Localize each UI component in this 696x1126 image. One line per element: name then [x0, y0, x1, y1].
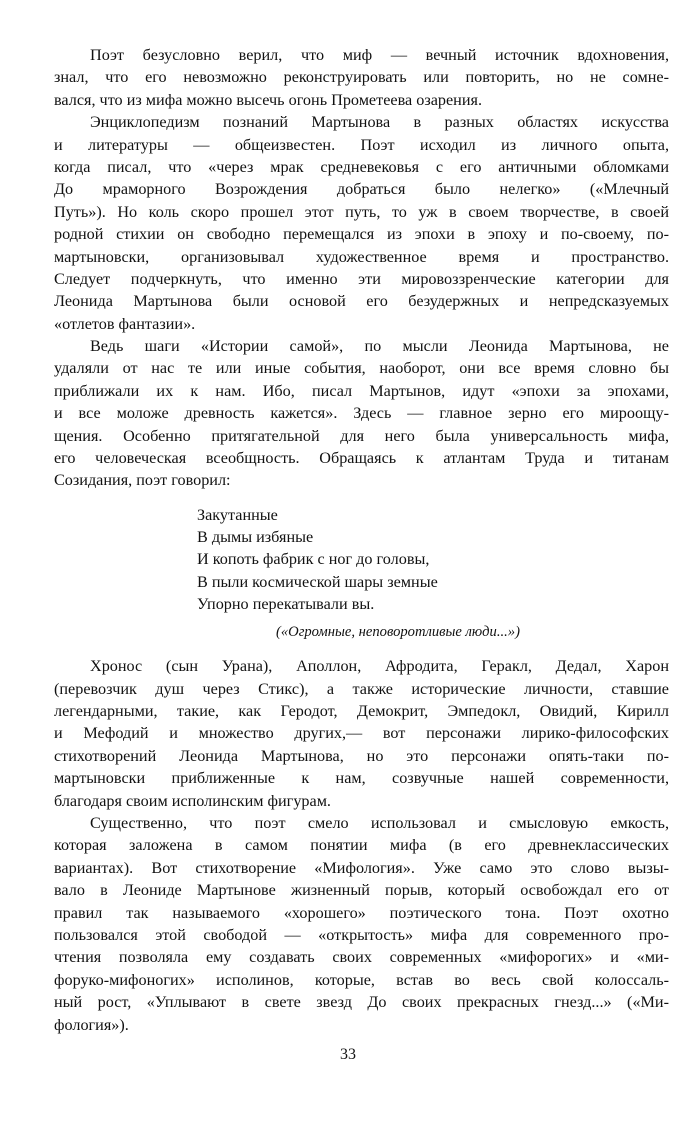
text-line: знал, что его невозможно реконструировать или повторить, но не сомне-	[54, 68, 669, 87]
text-line: До мраморного Возрождения добраться было нелегко» («Млечный	[54, 180, 669, 199]
text-line: его человеческая всеобщность. Обращаясь к атлантам Труда и титанам	[54, 449, 669, 468]
text-line: и литературы — общеизвестен. Поэт исходил из личного опыта,	[54, 135, 669, 154]
text-line: вало в Леониде Мартынове жизненный порыв, который освобождал его от	[54, 881, 669, 900]
text-line: когда писал, что «через мрак средневековья с его античными обломками	[54, 157, 669, 176]
page-number: 33	[340, 1046, 356, 1063]
page-body	[54, 44, 669, 1036]
verse-line: И копоть фабрик с ног до головы,	[197, 550, 430, 569]
text-line: которая заложена в самом понятии мифа (в его древнеклассических	[54, 836, 669, 855]
verse-line: В дымы избяные	[197, 528, 314, 547]
paragraph	[54, 655, 669, 812]
text-line: вался, что из мифа можно высечь огонь Прометеева озарения.	[54, 90, 482, 109]
text-line: Хронос (сын Урана), Аполлон, Афродита, Геракл, Дедал, Харон	[90, 657, 669, 676]
text-line: мартыновски, организовывал художественное время и пространство.	[54, 247, 669, 266]
paragraph	[54, 812, 669, 1036]
verse-quote	[197, 504, 669, 615]
text-line: Ведь шаги «Истории самой», по мысли Леонида Мартынова, не	[90, 337, 669, 356]
text-line: и Мефодий и множество других,— вот персонажи лирико-философских	[54, 724, 669, 743]
paragraph	[54, 335, 669, 492]
text-line: Существенно, что поэт смело использовал и смысловую емкость,	[90, 814, 669, 833]
verse-line: В пыли космической шары земные	[197, 572, 438, 591]
text-line: пользовался этой свободой — «открытость» мифа для современного про-	[54, 925, 669, 944]
verse-line: Закутанные	[197, 505, 278, 524]
text-line: «отлетов фантазии».	[54, 314, 196, 333]
text-line: и все моложе древность кажется». Здесь — главное зерно его мироощу-	[54, 404, 669, 423]
paragraph	[54, 44, 669, 111]
text-line: фология»).	[54, 1015, 129, 1034]
text-line: Созидания, поэт говорил:	[54, 471, 231, 490]
text-line: Леонида Мартынова были основой его безудержных и непредсказуемых	[54, 292, 669, 311]
text-line: родной стихии он свободно перемещался из эпохи в эпоху и по-своему, по-	[54, 225, 669, 244]
text-line: ный рост, «Уплывают в свете звезд До своих прекрасных гнезд...» («Ми-	[54, 993, 669, 1012]
text-line: (перевозчик душ через Стикс), а также исторические личности, ставшие	[54, 679, 669, 698]
text-line: Энциклопедизм познаний Мартынова в разных областях искусства	[90, 113, 669, 132]
text-line: удаляли от нас те или иные события, наоборот, они все время словно бы	[54, 359, 669, 378]
text-line: благодаря своим исполинским фигурам.	[54, 791, 331, 810]
text-line: легендарными, такие, как Геродот, Демокрит, Эмпедокл, Овидий, Кирилл	[54, 702, 669, 721]
text-line: форуко-мифоногих» исполинов, которые, встав во весь свой колоссаль-	[54, 970, 669, 989]
text-line: Путь»). Но коль скоро прошел этот путь, то уж в своем творчестве, в своей	[54, 202, 669, 221]
paragraph	[54, 111, 669, 335]
text-line: приближали их к нам. Ибо, писал Мартынов, идут «эпохи за эпохами,	[54, 381, 669, 400]
text-line: чтения позволяла ему создавать своих современных «мифорогих» и «ми-	[54, 948, 669, 967]
text-line: Поэт безусловно верил, что миф — вечный источник вдохновения,	[90, 46, 669, 64]
text-line: стихотворений Леонида Мартынова, но это персонажи опять-таки по-	[54, 746, 669, 765]
text-line: правил так называемого «хорошего» поэтического тона. Поэт охотно	[54, 903, 669, 922]
text-line: мартыновски приближенные к нам, созвучные нашей современности,	[54, 769, 669, 788]
verse-attribution: («Огромные, неповоротливые люди...»)	[276, 624, 520, 641]
text-line: вариантах). Вот стихотворение «Мифология». Уже само это слово вызы-	[54, 858, 669, 877]
text-line: щения. Особенно притягательной для него была универсальность мифа,	[54, 426, 669, 445]
text-line: Следует подчеркнуть, что именно эти мировоззренческие категории для	[54, 269, 669, 288]
verse-line: Упорно перекатывали вы.	[197, 595, 375, 613]
